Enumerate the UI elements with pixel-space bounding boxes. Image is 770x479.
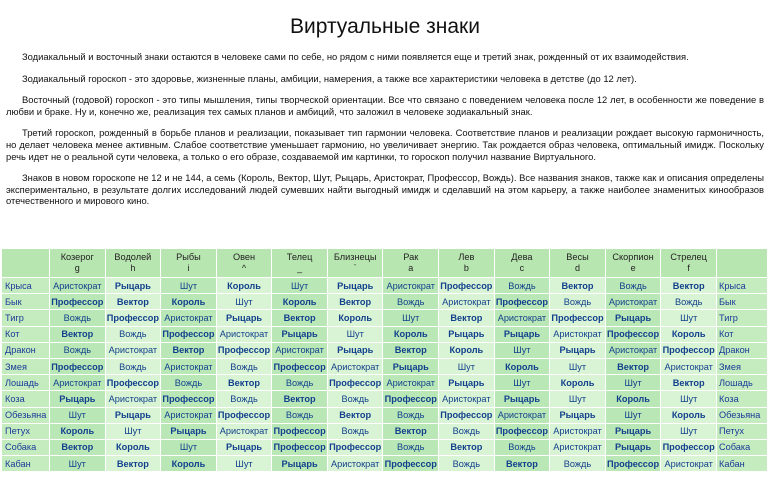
table-cell: Рыцарь bbox=[328, 343, 383, 358]
table-row bbox=[2, 391, 767, 406]
header-zodiac bbox=[328, 249, 383, 277]
table-cell: Вектор bbox=[606, 359, 661, 374]
table-cell: Шут bbox=[161, 440, 216, 455]
page-title: Виртуальные знаки bbox=[290, 15, 480, 38]
row-label-animal: Змея bbox=[2, 359, 49, 374]
zodiac-symbol: e bbox=[630, 263, 636, 273]
table-cell: Вектор bbox=[272, 310, 327, 325]
header-zodiac bbox=[606, 249, 661, 277]
row-label-animal-right: Дракон bbox=[717, 343, 767, 358]
table-cell: Шут bbox=[217, 456, 272, 471]
table-cell: Король bbox=[606, 391, 661, 406]
zodiac-name: Близнецы bbox=[333, 252, 377, 262]
table-cell: Профессор bbox=[106, 310, 161, 325]
zodiac-name: Скорпион bbox=[612, 252, 654, 262]
table-cell: Профессор bbox=[383, 391, 438, 406]
zodiac-name: Рак bbox=[403, 252, 419, 262]
table-cell: Вектор bbox=[661, 375, 716, 390]
row-label-animal: Лошадь bbox=[2, 375, 49, 390]
table-cell: Профессор bbox=[161, 327, 216, 342]
table-cell: Король bbox=[161, 456, 216, 471]
header-zodiac bbox=[661, 249, 716, 277]
paragraph: Зодиакальный и восточный знаки остаются в человеке сами по себе, но рядом с ними появляется еще и третий знак, рожденный от их взаимодействия. bbox=[22, 51, 689, 62]
table-cell: Король bbox=[217, 278, 272, 293]
table-cell: Аристократ bbox=[606, 294, 661, 309]
table-cell: Король bbox=[50, 424, 105, 439]
header-corner-right bbox=[717, 249, 767, 277]
row-label-animal-right: Обезьяна bbox=[717, 408, 767, 423]
table-cell: Профессор bbox=[439, 408, 494, 423]
header-zodiac bbox=[217, 249, 272, 277]
table-cell: Профессор bbox=[50, 359, 105, 374]
table-cell: Вектор bbox=[550, 278, 605, 293]
table-cell: Профессор bbox=[328, 375, 383, 390]
table-cell: Рыцарь bbox=[550, 408, 605, 423]
table-cell: Шут bbox=[495, 375, 550, 390]
header-zodiac bbox=[106, 249, 161, 277]
table-cell: Вождь bbox=[550, 456, 605, 471]
table-cell: Аристократ bbox=[50, 278, 105, 293]
table-row bbox=[2, 424, 767, 439]
table-cell: Вождь bbox=[328, 424, 383, 439]
row-label-animal: Кот bbox=[2, 327, 49, 342]
table-cell: Профессор bbox=[217, 343, 272, 358]
table-cell: Профессор bbox=[217, 408, 272, 423]
table-cell: Аристократ bbox=[328, 359, 383, 374]
table-cell: Рыцарь bbox=[217, 440, 272, 455]
table-cell: Рыцарь bbox=[606, 424, 661, 439]
table-cell: Король bbox=[383, 327, 438, 342]
table-cell: Профессор bbox=[661, 440, 716, 455]
table-cell: Аристократ bbox=[217, 327, 272, 342]
table-cell: Вождь bbox=[383, 294, 438, 309]
table-cell: Рыцарь bbox=[439, 375, 494, 390]
table-cell: Аристократ bbox=[383, 278, 438, 293]
table-cell: Рыцарь bbox=[217, 310, 272, 325]
table-cell: Аристократ bbox=[272, 343, 327, 358]
table-cell: Аристократ bbox=[550, 424, 605, 439]
table-cell: Профессор bbox=[272, 359, 327, 374]
row-label-animal-right: Лошадь bbox=[717, 375, 767, 390]
row-label-animal: Крыса bbox=[2, 278, 49, 293]
table-row bbox=[2, 278, 767, 293]
table-cell: Вождь bbox=[495, 278, 550, 293]
table-row bbox=[2, 375, 767, 390]
table-cell: Вектор bbox=[161, 343, 216, 358]
table-cell: Вождь bbox=[439, 424, 494, 439]
table-cell: Шут bbox=[606, 375, 661, 390]
zodiac-symbol: i bbox=[187, 263, 190, 273]
table-cell: Вождь bbox=[50, 310, 105, 325]
zodiac-symbol: ` bbox=[353, 263, 357, 273]
table-cell: Вектор bbox=[439, 440, 494, 455]
row-label-animal-right: Крыса bbox=[717, 278, 767, 293]
table-cell: Шут bbox=[661, 391, 716, 406]
table-cell: Рыцарь bbox=[495, 391, 550, 406]
table-cell: Вождь bbox=[217, 391, 272, 406]
row-label-animal-right: Кабан bbox=[717, 456, 767, 471]
row-label-animal: Обезьяна bbox=[2, 408, 49, 423]
table-cell: Аристократ bbox=[106, 391, 161, 406]
table-cell: Вождь bbox=[328, 391, 383, 406]
header-zodiac bbox=[161, 249, 216, 277]
table-cell: Рыцарь bbox=[383, 359, 438, 374]
table-cell: Аристократ bbox=[106, 343, 161, 358]
row-label-animal: Дракон bbox=[2, 343, 49, 358]
table-cell: Король bbox=[272, 294, 327, 309]
zodiac-symbol: _ bbox=[297, 263, 303, 273]
table-cell: Вектор bbox=[439, 310, 494, 325]
table-cell: Вектор bbox=[50, 440, 105, 455]
zodiac-name: Лев bbox=[458, 252, 475, 262]
table-cell: Аристократ bbox=[495, 408, 550, 423]
table-cell: Шут bbox=[661, 424, 716, 439]
table-cell: Король bbox=[328, 310, 383, 325]
table-cell: Профессор bbox=[161, 391, 216, 406]
table-cell: Вождь bbox=[272, 375, 327, 390]
table-cell: Вождь bbox=[383, 440, 438, 455]
row-label-animal: Бык bbox=[2, 294, 49, 309]
table-row bbox=[2, 343, 767, 358]
table-cell: Аристократ bbox=[661, 456, 716, 471]
table-cell: Шут bbox=[106, 424, 161, 439]
table-cell: Шут bbox=[661, 310, 716, 325]
table-row bbox=[2, 359, 767, 374]
table-cell: Профессор bbox=[495, 294, 550, 309]
table-cell: Вектор bbox=[272, 391, 327, 406]
row-label-animal: Собака bbox=[2, 440, 49, 455]
table-cell: Вождь bbox=[217, 359, 272, 374]
table-cell: Аристократ bbox=[161, 310, 216, 325]
zodiac-symbol: a bbox=[408, 263, 414, 273]
zodiac-name: Водолей bbox=[114, 252, 152, 262]
zodiac-name: Рыбы bbox=[176, 252, 201, 262]
table-cell: Вектор bbox=[495, 456, 550, 471]
table-cell: Рыцарь bbox=[106, 408, 161, 423]
row-label-animal-right: Кот bbox=[717, 327, 767, 342]
table-cell: Профессор bbox=[272, 424, 327, 439]
table-cell: Вождь bbox=[272, 408, 327, 423]
table-cell: Аристократ bbox=[550, 327, 605, 342]
table-cell: Вектор bbox=[50, 327, 105, 342]
table-cell: Вектор bbox=[328, 408, 383, 423]
zodiac-name: Стрелец bbox=[670, 252, 707, 262]
table-cell: Шут bbox=[328, 327, 383, 342]
header-zodiac bbox=[439, 249, 494, 277]
table-row bbox=[2, 294, 767, 309]
table-cell: Профессор bbox=[50, 294, 105, 309]
table-cell: Шут bbox=[383, 310, 438, 325]
table-cell: Аристократ bbox=[439, 391, 494, 406]
table-cell: Профессор bbox=[550, 310, 605, 325]
table-cell: Рыцарь bbox=[106, 278, 161, 293]
header-corner bbox=[2, 249, 49, 277]
table-cell: Вектор bbox=[383, 424, 438, 439]
table-cell: Рыцарь bbox=[495, 327, 550, 342]
zodiac-name: Дева bbox=[511, 252, 533, 262]
zodiac-name: Весы bbox=[566, 252, 589, 262]
header-zodiac bbox=[383, 249, 438, 277]
row-label-animal: Кабан bbox=[2, 456, 49, 471]
table-cell: Рыцарь bbox=[272, 327, 327, 342]
row-label-animal: Петух bbox=[2, 424, 49, 439]
table-cell: Аристократ bbox=[439, 294, 494, 309]
table-cell: Аристократ bbox=[495, 310, 550, 325]
table-cell: Аристократ bbox=[161, 408, 216, 423]
table-cell: Рыцарь bbox=[606, 310, 661, 325]
table-cell: Аристократ bbox=[217, 424, 272, 439]
table-cell: Король bbox=[550, 375, 605, 390]
zodiac-symbol: d bbox=[574, 263, 580, 273]
table-cell: Вождь bbox=[383, 408, 438, 423]
table-cell: Аристократ bbox=[50, 375, 105, 390]
table-cell: Вектор bbox=[328, 294, 383, 309]
table-cell: Шут bbox=[550, 391, 605, 406]
table-cell: Король bbox=[161, 294, 216, 309]
table-cell: Вектор bbox=[106, 294, 161, 309]
table-cell: Шут bbox=[50, 408, 105, 423]
row-label-animal: Тигр bbox=[2, 310, 49, 325]
article-text bbox=[6, 51, 764, 217]
table-cell: Вектор bbox=[383, 343, 438, 358]
table-cell: Рыцарь bbox=[272, 456, 327, 471]
table-cell: Вождь bbox=[550, 294, 605, 309]
table-cell: Король bbox=[439, 343, 494, 358]
zodiac-symbol: b bbox=[463, 263, 469, 273]
row-label-animal-right: Тигр bbox=[717, 310, 767, 325]
table-cell: Рыцарь bbox=[50, 391, 105, 406]
table-cell: Вождь bbox=[106, 359, 161, 374]
header-zodiac bbox=[550, 249, 605, 277]
table-cell: Король bbox=[661, 408, 716, 423]
table-cell: Король bbox=[661, 327, 716, 342]
table-row bbox=[2, 327, 767, 342]
table-cell: Вождь bbox=[50, 343, 105, 358]
table-cell: Вождь bbox=[161, 375, 216, 390]
table-cell: Аристократ bbox=[661, 359, 716, 374]
table-cell: Вектор bbox=[661, 278, 716, 293]
table-cell: Шут bbox=[217, 294, 272, 309]
table-cell: Шут bbox=[439, 359, 494, 374]
table-cell: Профессор bbox=[439, 278, 494, 293]
header-zodiac bbox=[495, 249, 550, 277]
zodiac-name: Козерог bbox=[60, 252, 94, 262]
table-cell: Вождь bbox=[661, 294, 716, 309]
table-header-row bbox=[2, 249, 767, 277]
virtual-signs-table bbox=[1, 248, 768, 472]
paragraph: Третий гороскоп, рожденный в борьбе планов и реализации, показывает тип гармонии человека. Соответствие планов и реализации рождает высокую гармоничность, но делает человека менее активным. Слабое соответствие уменьшает гармонию, но увеличивает энергию. Так рождается образ человека, оптимальный имидж. Поскольку речь идет не о реальной сути человека, а только о его образе, создаваемой им картинки, то гороскоп получил название Виртуального. bbox=[6, 127, 764, 162]
table-cell: Шут bbox=[161, 278, 216, 293]
table-cell: Шут bbox=[495, 343, 550, 358]
row-label-animal-right: Собака bbox=[717, 440, 767, 455]
table-cell: Шут bbox=[272, 278, 327, 293]
table-cell: Профессор bbox=[272, 440, 327, 455]
table-cell: Профессор bbox=[661, 343, 716, 358]
table-cell: Шут bbox=[50, 456, 105, 471]
table-cell: Король bbox=[495, 359, 550, 374]
row-label-animal-right: Коза bbox=[717, 391, 767, 406]
table-cell: Профессор bbox=[106, 375, 161, 390]
zodiac-name: Овен bbox=[232, 252, 256, 262]
table-cell: Аристократ bbox=[161, 359, 216, 374]
header-zodiac bbox=[50, 249, 105, 277]
table-cell: Вектор bbox=[106, 456, 161, 471]
row-label-animal: Коза bbox=[2, 391, 49, 406]
table-cell: Вождь bbox=[495, 440, 550, 455]
table-cell: Профессор bbox=[606, 327, 661, 342]
table-row bbox=[2, 310, 767, 325]
table-cell: Аристократ bbox=[383, 375, 438, 390]
table-cell: Аристократ bbox=[606, 343, 661, 358]
paragraph: Знаков в новом гороскопе не 12 и не 144, а семь (Король, Вектор, Шут, Рыцарь, Аристократ, Профессор, Вождь). Все названия знаков, также как и описания определены экспериментально, в результате долгих исследований людей сумевших найти выгодный имидж и сделавший на этом карьеру, а также наиболее знаменитых кинообразов отечественного и мирового кино. bbox=[6, 172, 764, 207]
table-cell: Король bbox=[106, 440, 161, 455]
table-row bbox=[2, 440, 767, 455]
header-zodiac bbox=[272, 249, 327, 277]
table-cell: Аристократ bbox=[328, 456, 383, 471]
table-cell: Профессор bbox=[383, 456, 438, 471]
zodiac-symbol: h bbox=[130, 263, 136, 273]
table-cell: Шут bbox=[606, 408, 661, 423]
row-label-animal-right: Петух bbox=[717, 424, 767, 439]
table-row bbox=[2, 408, 767, 423]
table-cell: Вождь bbox=[606, 278, 661, 293]
table-cell: Рыцарь bbox=[328, 278, 383, 293]
table-body bbox=[2, 278, 767, 471]
zodiac-symbol: g bbox=[74, 263, 80, 273]
zodiac-name: Телец bbox=[286, 252, 313, 262]
table-cell: Рыцарь bbox=[550, 343, 605, 358]
table-cell: Шут bbox=[550, 359, 605, 374]
row-label-animal-right: Змея bbox=[717, 359, 767, 374]
zodiac-symbol: ^ bbox=[241, 263, 247, 273]
zodiac-symbol: f bbox=[687, 263, 690, 273]
zodiac-symbol: c bbox=[519, 263, 525, 273]
table-cell: Профессор bbox=[328, 440, 383, 455]
table-cell: Профессор bbox=[606, 456, 661, 471]
table-cell: Профессор bbox=[495, 424, 550, 439]
paragraph: Зодиакальный гороскоп - это здоровье, жизненные планы, амбиции, намерения, а также все характеристики человека в детстве (до 12 лет). bbox=[22, 72, 637, 84]
table-cell: Аристократ bbox=[550, 440, 605, 455]
table-cell: Вектор bbox=[217, 375, 272, 390]
table-cell: Вождь bbox=[439, 456, 494, 471]
table-cell: Вождь bbox=[106, 327, 161, 342]
table-cell: Рыцарь bbox=[439, 327, 494, 342]
paragraph: Восточный (годовой) гороскоп - это типы мышления, типы творческой ориентации. Все что связано с поведением человека после 12 лет, в особенности же поведение в любви и браке. Ну и, конечно же, реализация тех самых планов и амбиций, что заложил в человеке зодиакальный знак. bbox=[6, 94, 764, 117]
table-row bbox=[2, 456, 767, 471]
table-cell: Рыцарь bbox=[161, 424, 216, 439]
row-label-animal-right: Бык bbox=[717, 294, 767, 309]
table-cell: Рыцарь bbox=[606, 440, 661, 455]
